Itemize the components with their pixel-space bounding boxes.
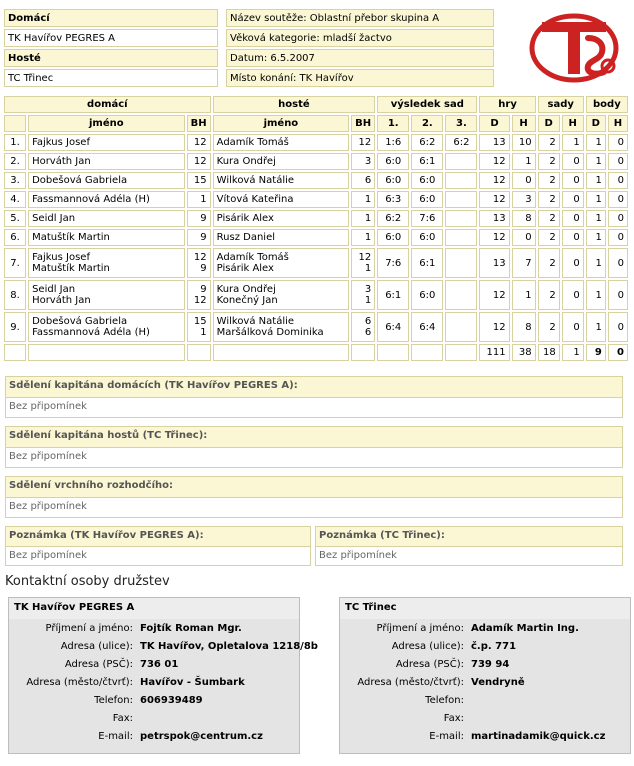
guest-player: Vítová Kateřina	[213, 191, 349, 208]
row-number: 8.	[4, 280, 26, 310]
captain-guest-text: Bez připomínek	[6, 447, 622, 467]
row-number: 6.	[4, 229, 26, 246]
home-contact-name: Fojtík Roman Mgr.	[140, 623, 242, 634]
points-d: 1	[586, 229, 606, 246]
set1-score: 6:0	[377, 172, 409, 189]
home-pair	[28, 280, 185, 310]
guest-pair	[213, 312, 349, 342]
home-player: Fajkus Josef	[28, 134, 185, 151]
label-fax: Fax:	[112, 713, 133, 724]
home-contact-city: Havířov - Šumbark	[140, 677, 245, 688]
set1-score: 1:6	[377, 134, 409, 151]
set3-score	[445, 248, 477, 278]
points-d: 1	[586, 280, 606, 310]
guest-bh: 1	[351, 229, 375, 246]
points-h: 0	[608, 280, 628, 310]
guest-team-name: TC Třinec	[4, 69, 218, 87]
games-d: 12	[479, 153, 509, 170]
points-h: 0	[608, 153, 628, 170]
points-d: 1	[586, 134, 606, 151]
table-row-doubles	[4, 248, 628, 278]
points-h: 0	[608, 210, 628, 227]
header-sets-d: D	[538, 115, 560, 132]
set1-score: 6:3	[377, 191, 409, 208]
guest-bh-2: 1	[364, 295, 372, 306]
home-contact-phone: 606939489	[140, 695, 203, 706]
header-points-h: H	[608, 115, 628, 132]
guest-player-2: Maršálková Dominika	[216, 327, 324, 338]
guest-pair	[213, 280, 349, 310]
guest-pair	[213, 248, 349, 278]
table-row	[4, 134, 628, 151]
header-set2: 2.	[411, 115, 443, 132]
row-number: 3.	[4, 172, 26, 189]
set3-score	[445, 280, 477, 310]
guest-contact-zip: 739 94	[471, 659, 510, 670]
home-player-2: Matuštík Martin	[32, 263, 110, 274]
guest-bh-1: 3	[364, 284, 372, 295]
remark-home	[5, 526, 311, 566]
age-category: Věková kategorie: mladší žactvo	[226, 29, 494, 47]
sets-d: 2	[538, 172, 560, 189]
guest-bh-1: 6	[364, 316, 372, 327]
total-games-d: 111	[479, 344, 509, 361]
sets-d: 2	[538, 248, 560, 278]
set2-score: 6:0	[411, 172, 443, 189]
set1-score: 6:0	[377, 229, 409, 246]
guest-player: Adamík Tomáš	[213, 134, 349, 151]
sets-h: 0	[562, 248, 584, 278]
captain-home-text: Bez připomínek	[6, 397, 622, 417]
sets-d: 2	[538, 280, 560, 310]
header-sets-h: H	[562, 115, 584, 132]
home-bh: 12	[187, 153, 211, 170]
referee-title: Sdělení vrchního rozhodčího:	[6, 477, 622, 497]
header-games-h: H	[512, 115, 536, 132]
games-d: 12	[479, 312, 509, 342]
games-d: 12	[479, 280, 509, 310]
header-points: body	[586, 96, 628, 113]
home-player-1: Seidl Jan	[32, 284, 76, 295]
label-street: Adresa (ulice):	[60, 641, 133, 652]
table-row	[4, 210, 628, 227]
set3-score	[445, 172, 477, 189]
sets-h: 0	[562, 210, 584, 227]
table-row	[4, 172, 628, 189]
header-result: výsledek sad	[377, 96, 477, 113]
remark-guest-title: Poznámka (TC Třinec):	[316, 527, 622, 546]
sets-d: 2	[538, 153, 560, 170]
header-set3: 3.	[445, 115, 477, 132]
label-name: Příjmení a jméno:	[45, 623, 133, 634]
points-d: 1	[586, 248, 606, 278]
guest-player-2: Pisárik Alex	[216, 263, 274, 274]
set2-score: 6:0	[411, 191, 443, 208]
set1-score: 6:2	[377, 210, 409, 227]
set3-score	[445, 210, 477, 227]
home-player: Seidl Jan	[28, 210, 185, 227]
totals-row	[4, 344, 628, 361]
label-phone: Telefon:	[425, 695, 464, 706]
guest-player-2: Konečný Jan	[216, 295, 278, 306]
remarks-row	[5, 526, 623, 570]
remark-home-text: Bez připomínek	[6, 546, 310, 565]
captain-home-title: Sdělení kapitána domácích (TK Havířov PEGRES A):	[6, 377, 622, 397]
guest-bh-pair	[351, 312, 375, 342]
guest-player: Rusz Daniel	[213, 229, 349, 246]
match-venue: Místo konání: TK Havířov	[226, 69, 494, 87]
set1-score: 6:0	[377, 153, 409, 170]
total-sets-d: 18	[538, 344, 560, 361]
sets-d: 2	[538, 134, 560, 151]
row-number: 2.	[4, 153, 26, 170]
points-h: 0	[608, 134, 628, 151]
label-name: Příjmení a jméno:	[376, 623, 464, 634]
home-player-2: Fassmannová Adéla (H)	[32, 327, 150, 338]
sets-d: 2	[538, 312, 560, 342]
label-zip: Adresa (PSČ):	[395, 659, 464, 670]
table-row-doubles	[4, 312, 628, 342]
teams-table	[2, 7, 220, 89]
contacts-title: Kontaktní osoby družstev	[5, 574, 170, 589]
home-bh-2: 12	[193, 295, 207, 306]
games-d: 13	[479, 210, 509, 227]
set1-score: 7:6	[377, 248, 409, 278]
match-info-table	[224, 7, 496, 89]
home-bh-2: 9	[200, 263, 207, 274]
competition-name: Název soutěže: Oblastní přebor skupina A	[226, 9, 494, 27]
set2-score: 6:2	[411, 134, 443, 151]
sets-h: 0	[562, 229, 584, 246]
games-h: 0	[512, 172, 536, 189]
home-bh-pair	[187, 280, 211, 310]
header-guest-name: jméno	[213, 115, 349, 132]
guest-player: Pisárik Alex	[213, 210, 349, 227]
points-d: 1	[586, 172, 606, 189]
label-zip: Adresa (PSČ):	[64, 659, 133, 670]
guest-bh: 1	[351, 210, 375, 227]
remark-guest	[315, 526, 623, 566]
home-contact-zip: 736 01	[140, 659, 179, 670]
sets-d: 2	[538, 210, 560, 227]
guest-contact-team: TC Třinec	[340, 598, 630, 619]
home-bh-pair	[187, 248, 211, 278]
home-bh-1: 15	[193, 316, 207, 327]
set3-score: 6:2	[445, 134, 477, 151]
games-d: 12	[479, 229, 509, 246]
home-contact-email[interactable]: petrspok@centrum.cz	[140, 731, 263, 742]
points-d: 1	[586, 210, 606, 227]
home-player-2: Horváth Jan	[32, 295, 91, 306]
guest-player-1: Wilková Natálie	[216, 316, 295, 327]
label-email: E-mail:	[98, 731, 133, 742]
header-guest: hosté	[213, 96, 376, 113]
set3-score	[445, 153, 477, 170]
row-number: 1.	[4, 134, 26, 151]
home-player-1: Dobešová Gabriela	[32, 316, 128, 327]
home-bh: 9	[187, 229, 211, 246]
games-h: 8	[512, 210, 536, 227]
sets-d: 2	[538, 229, 560, 246]
row-number: 4.	[4, 191, 26, 208]
header-home-bh: BH	[187, 115, 211, 132]
guest-contact-card	[339, 597, 631, 754]
table-row-doubles	[4, 280, 628, 310]
home-player: Matuštík Martin	[28, 229, 185, 246]
games-h: 1	[512, 280, 536, 310]
home-bh-1: 9	[200, 284, 207, 295]
captain-home-note	[5, 376, 623, 418]
label-city: Adresa (město/čtvrť):	[357, 677, 464, 688]
home-player: Fassmannová Adéla (H)	[28, 191, 185, 208]
set2-score: 6:0	[411, 229, 443, 246]
header-home-name: jméno	[28, 115, 185, 132]
row-number: 9.	[4, 312, 26, 342]
guest-contact-email[interactable]: martinadamik@quick.cz	[471, 731, 606, 742]
total-points-d: 9	[586, 344, 606, 361]
set3-score	[445, 191, 477, 208]
sets-h: 0	[562, 153, 584, 170]
total-games-h: 38	[512, 344, 536, 361]
set3-score	[445, 229, 477, 246]
referee-note	[5, 476, 623, 518]
guest-bh: 6	[351, 172, 375, 189]
home-contact-street: TK Havířov, Opletalova 1218/8b	[140, 641, 318, 652]
home-player-1: Fajkus Josef	[32, 252, 90, 263]
games-d: 13	[479, 248, 509, 278]
set2-score: 6:1	[411, 153, 443, 170]
games-h: 0	[512, 229, 536, 246]
tennis-federation-logo	[528, 8, 620, 84]
sets-d: 2	[538, 191, 560, 208]
home-bh: 15	[187, 172, 211, 189]
home-player: Horváth Jan	[28, 153, 185, 170]
guest-contact-name: Adamík Martin Ing.	[471, 623, 579, 634]
games-h: 10	[512, 134, 536, 151]
remark-home-title: Poznámka (TK Havířov PEGRES A):	[6, 527, 310, 546]
guest-bh: 12	[351, 134, 375, 151]
sets-h: 0	[562, 172, 584, 189]
points-h: 0	[608, 191, 628, 208]
home-bh: 9	[187, 210, 211, 227]
header-set1: 1.	[377, 115, 409, 132]
guest-bh-2: 6	[364, 327, 372, 338]
label-fax: Fax:	[443, 713, 464, 724]
home-team-name: TK Havířov PEGRES A	[4, 29, 218, 47]
header-sets: sady	[538, 96, 584, 113]
home-bh-2: 1	[200, 327, 207, 338]
guest-player-1: Adamík Tomáš	[216, 252, 289, 263]
header-points-d: D	[586, 115, 606, 132]
home-bh-1: 12	[193, 252, 207, 263]
home-label: Domácí	[4, 9, 218, 27]
points-h: 0	[608, 229, 628, 246]
games-h: 3	[512, 191, 536, 208]
referee-text: Bez připomínek	[6, 497, 622, 517]
home-player: Dobešová Gabriela	[28, 172, 185, 189]
header-guest-bh: BH	[351, 115, 375, 132]
home-bh: 1	[187, 191, 211, 208]
label-email: E-mail:	[429, 731, 464, 742]
guest-bh-pair	[351, 280, 375, 310]
header-games: hry	[479, 96, 535, 113]
games-h: 8	[512, 312, 536, 342]
row-number: 5.	[4, 210, 26, 227]
table-row	[4, 153, 628, 170]
table-row	[4, 229, 628, 246]
guest-bh-2: 1	[364, 263, 372, 274]
points-d: 1	[586, 191, 606, 208]
points-h: 0	[608, 312, 628, 342]
header-games-d: D	[479, 115, 509, 132]
games-d: 12	[479, 191, 509, 208]
set2-score: 6:4	[411, 312, 443, 342]
row-number: 7.	[4, 248, 26, 278]
home-pair	[28, 248, 185, 278]
total-points-h: 0	[608, 344, 628, 361]
sets-h: 0	[562, 280, 584, 310]
guest-player-1: Kura Ondřej	[216, 284, 276, 295]
guest-label: Hosté	[4, 49, 218, 67]
guest-bh: 1	[351, 191, 375, 208]
set2-score: 6:1	[411, 248, 443, 278]
guest-bh: 3	[351, 153, 375, 170]
sets-h: 0	[562, 191, 584, 208]
points-h: 0	[608, 248, 628, 278]
games-d: 12	[479, 172, 509, 189]
points-d: 1	[586, 312, 606, 342]
points-h: 0	[608, 172, 628, 189]
games-h: 1	[512, 153, 536, 170]
captain-guest-note	[5, 426, 623, 468]
home-contact-card	[8, 597, 318, 754]
home-bh-pair	[187, 312, 211, 342]
guest-contact-street: č.p. 771	[471, 641, 517, 652]
home-contact-team: TK Havířov PEGRES A	[9, 598, 299, 619]
captain-guest-title: Sdělení kapitána hostů (TC Třinec):	[6, 427, 622, 447]
guest-player: Kura Ondřej	[213, 153, 349, 170]
guest-player: Wilková Natálie	[213, 172, 349, 189]
games-h: 7	[512, 248, 536, 278]
label-street: Adresa (ulice):	[391, 641, 464, 652]
home-pair	[28, 312, 185, 342]
total-sets-h: 1	[562, 344, 584, 361]
header-no	[4, 115, 26, 132]
remark-guest-text: Bez připomínek	[316, 546, 622, 565]
guest-bh-pair	[351, 248, 375, 278]
label-phone: Telefon:	[94, 695, 133, 706]
sets-h: 0	[562, 312, 584, 342]
set3-score	[445, 312, 477, 342]
guest-bh-1: 12	[358, 252, 372, 263]
home-bh: 12	[187, 134, 211, 151]
label-city: Adresa (město/čtvrť):	[26, 677, 133, 688]
match-results-table	[2, 94, 630, 363]
sets-h: 1	[562, 134, 584, 151]
guest-contact-city: Vendryně	[471, 677, 525, 688]
set1-score: 6:1	[377, 280, 409, 310]
table-row	[4, 191, 628, 208]
games-d: 13	[479, 134, 509, 151]
set2-score: 7:6	[411, 210, 443, 227]
points-d: 1	[586, 153, 606, 170]
match-date: Datum: 6.5.2007	[226, 49, 494, 67]
set2-score: 6:0	[411, 280, 443, 310]
header-home: domácí	[4, 96, 211, 113]
set1-score: 6:4	[377, 312, 409, 342]
